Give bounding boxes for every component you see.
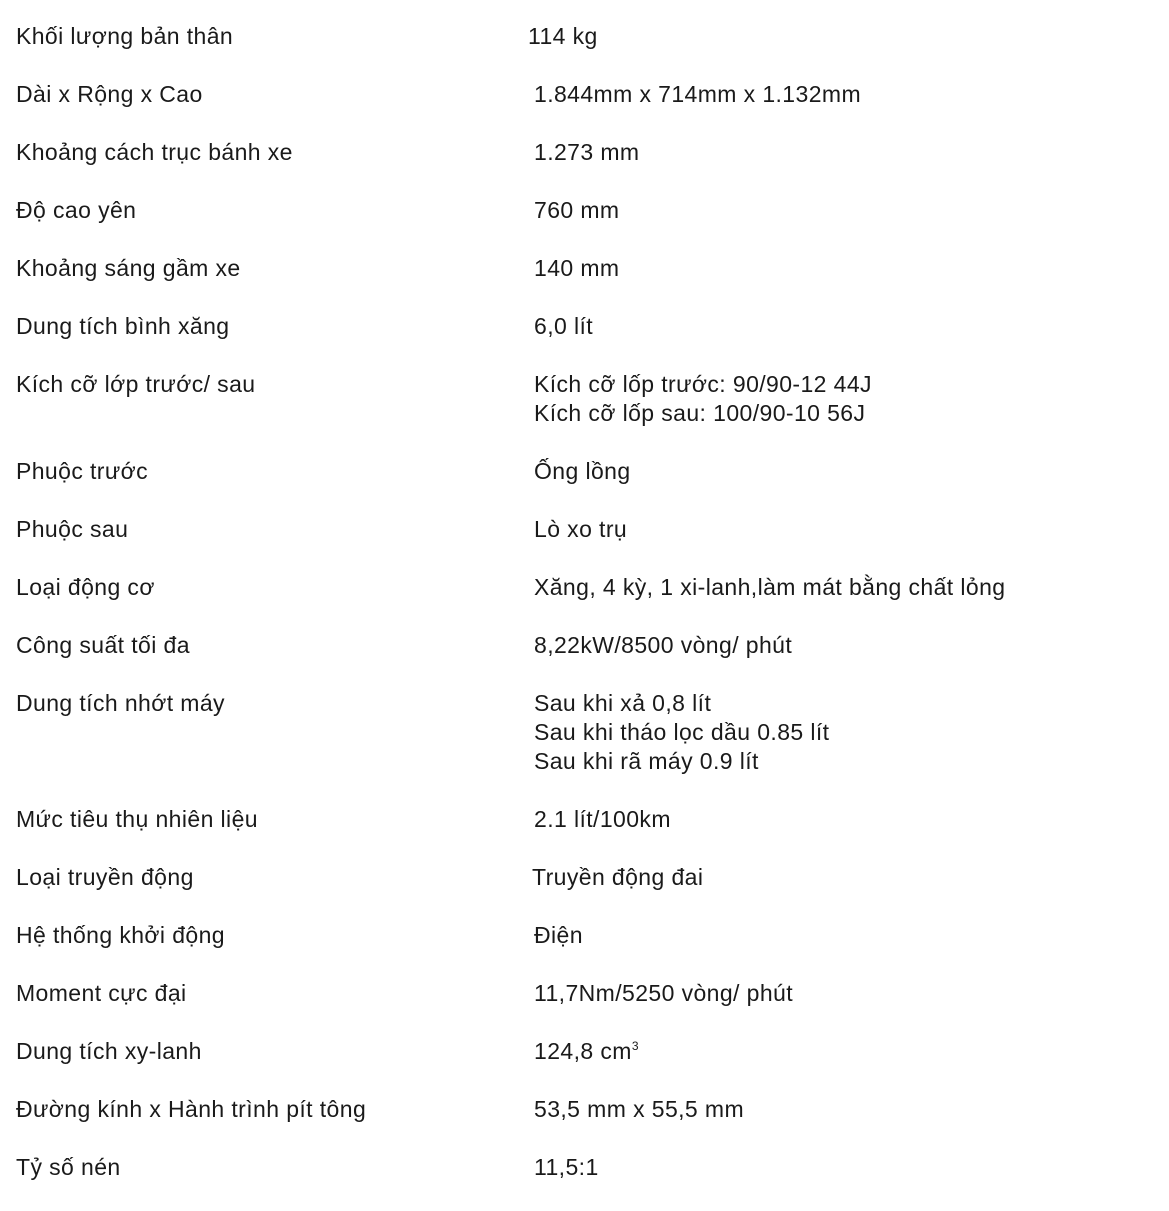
spec-row-fuel-consumption: [16, 805, 1146, 863]
spec-value: [534, 80, 1146, 109]
spec-row-max-power: [16, 631, 1146, 689]
displacement-text: 124,8 cm: [534, 1038, 632, 1064]
spec-row-transmission: [16, 863, 1146, 921]
spec-value-line: Điện: [534, 922, 583, 948]
spec-value-line: [534, 1037, 1146, 1066]
spec-value-line: 53,5 mm x 55,5 mm: [534, 1096, 745, 1122]
spec-value-line: Sau khi xả 0,8 lít: [534, 690, 712, 716]
spec-row-compression-ratio: [16, 1153, 1146, 1211]
spec-row-tire-size: [16, 370, 1146, 457]
spec-value: [534, 921, 1146, 950]
spec-value: [534, 979, 1146, 1008]
spec-value: [534, 457, 1146, 486]
spec-value: [534, 573, 1146, 602]
spec-row-curb-weight: [16, 22, 1146, 80]
spec-value-line: 1.844mm x 714mm x 1.132mm: [534, 81, 862, 107]
spec-row-starter: [16, 921, 1146, 979]
spec-value-line: Xăng, 4 kỳ, 1 xi-lanh,làm mát bằng chất lỏng: [534, 574, 1006, 600]
spec-value-line: 6,0 lít: [534, 313, 594, 339]
spec-row-displacement: [16, 1037, 1146, 1095]
spec-label: Moment cực đại: [16, 980, 187, 1006]
spec-row-rear-suspension: [16, 515, 1146, 573]
spec-label: Phuộc sau: [16, 516, 129, 542]
spec-value-line: 11,7Nm/5250 vòng/ phút: [534, 980, 793, 1006]
spec-value: [528, 22, 1146, 51]
spec-label: Công suất tối đa: [16, 632, 190, 658]
spec-label: Khối lượng bản thân: [16, 23, 234, 49]
spec-value-line: 8,22kW/8500 vòng/ phút: [534, 632, 793, 658]
spec-label: Dung tích nhớt máy: [16, 690, 225, 716]
spec-row-wheelbase: [16, 138, 1146, 196]
spec-label: Phuộc trước: [16, 458, 149, 484]
spec-value-line: 11,5:1: [534, 1154, 599, 1180]
spec-label: Hệ thống khởi động: [16, 922, 225, 948]
spec-value-line: Truyền động đai: [532, 864, 704, 890]
spec-value-line: Sau khi tháo lọc dầu 0.85 lít: [534, 719, 830, 745]
spec-row-dimensions: [16, 80, 1146, 138]
spec-value: [534, 196, 1146, 225]
spec-value: [534, 370, 1146, 428]
spec-label: Dung tích bình xăng: [16, 313, 230, 339]
spec-label: Dài x Rộng x Cao: [16, 81, 203, 107]
spec-value-line: Sau khi rã máy 0.9 lít: [534, 748, 759, 774]
spec-value: [534, 254, 1146, 283]
spec-value: [534, 805, 1146, 834]
spec-value-line: 2.1 lít/100km: [534, 806, 671, 832]
spec-value: [534, 1037, 1146, 1066]
spec-value: [534, 631, 1146, 660]
spec-label: Đường kính x Hành trình pít tông: [16, 1096, 367, 1122]
spec-value: [534, 515, 1146, 544]
spec-label: Khoảng sáng gầm xe: [16, 255, 241, 281]
spec-value: [532, 863, 1146, 892]
spec-label: Khoảng cách trục bánh xe: [16, 139, 293, 165]
superscript-exponent: 3: [631, 1039, 639, 1053]
spec-value-line: Lò xo trụ: [534, 516, 628, 542]
spec-table: [16, 22, 1146, 1211]
spec-value-line: 760 mm: [534, 197, 620, 223]
spec-value: [534, 312, 1146, 341]
spec-label: Dung tích xy-lanh: [16, 1038, 202, 1064]
spec-value: [534, 1153, 1146, 1182]
spec-label: Tỷ số nén: [16, 1154, 121, 1180]
spec-value: [534, 1095, 1146, 1124]
spec-row-front-suspension: [16, 457, 1146, 515]
spec-row-ground-clearance: [16, 254, 1146, 312]
spec-label: Độ cao yên: [16, 197, 137, 223]
spec-value-line: 1.273 mm: [534, 139, 640, 165]
spec-row-seat-height: [16, 196, 1146, 254]
spec-value-line: Ống lồng: [534, 458, 631, 484]
spec-label: Loại động cơ: [16, 574, 155, 600]
spec-label: Loại truyền động: [16, 864, 194, 890]
spec-value-line: 140 mm: [534, 255, 620, 281]
spec-label: Mức tiêu thụ nhiên liệu: [16, 806, 258, 832]
spec-row-fuel-tank: [16, 312, 1146, 370]
spec-row-oil-capacity: [16, 689, 1146, 805]
spec-row-max-torque: [16, 979, 1146, 1037]
spec-value-line: 114 kg: [528, 23, 598, 49]
spec-value: [534, 138, 1146, 167]
spec-value: [534, 689, 1146, 776]
spec-label: Kích cỡ lớp trước/ sau: [16, 371, 256, 397]
spec-row-bore-stroke: [16, 1095, 1146, 1153]
spec-row-engine-type: [16, 573, 1146, 631]
spec-value-line: Kích cỡ lốp sau: 100/90-10 56J: [534, 400, 866, 426]
spec-value-line: Kích cỡ lốp trước: 90/90-12 44J: [534, 371, 872, 397]
